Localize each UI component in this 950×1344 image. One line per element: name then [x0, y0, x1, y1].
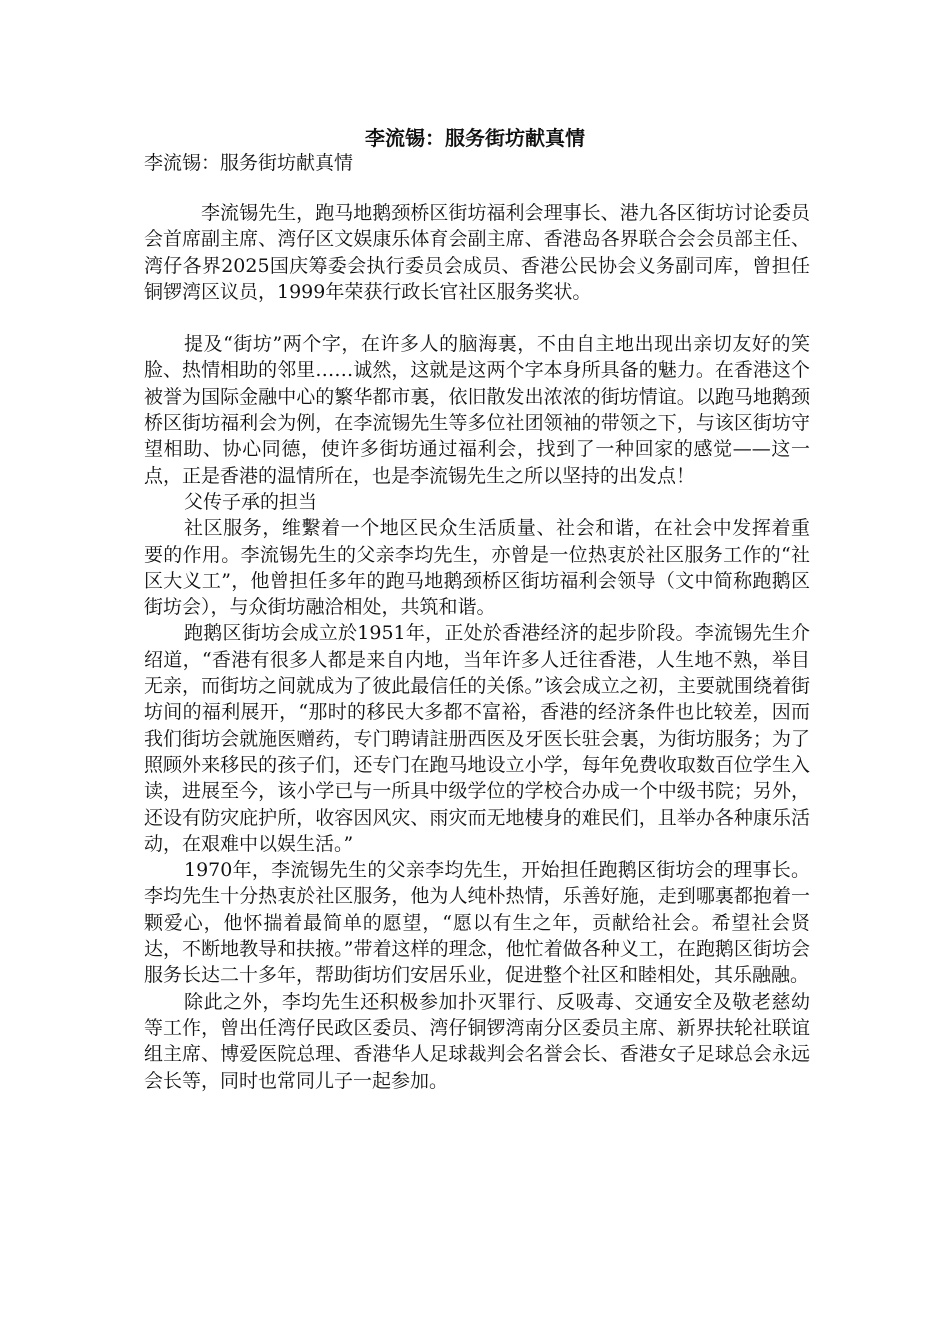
body-paragraph: 1970年，李流锡先生的父亲李均先生，开始担任跑鹅区街坊会的理事长。李均先生十分热衷於社区服务，他为人纯朴热情，乐善好施，走到哪裏都抱着一颗爱心，他怀揣着最简单的愿望，“愿以有生之年，贡献给社会。希望社会贤达，不断地教导和扶掖。”带着这样的理念，他忙着做各种义工，在跑鹅区街坊会服务长达二十多年，帮助街坊们安居乐业，促进整个社区和睦相处，其乐融融。	[144, 859, 810, 987]
article-body	[144, 200, 810, 1094]
document-subtitle: 李流锡：服务街坊献真情	[144, 152, 354, 174]
body-paragraph: 提及“街坊”两个字，在许多人的脑海裏，不由自主地出现出亲切友好的笑脸、热情相助的邻里……诚然，这就是这两个字本身所具备的魅力。在香港这个被誉为国际金融中心的繁华都市裏，依旧散发出浓浓的街坊情谊。以跑马地鹅颈桥区街坊福利会为例，在李流锡先生等多位社团领袖的带领之下，与该区街坊守望相助、协心同德，使许多街坊通过福利会，找到了一种回家的感觉——这一点，正是香港的温情所在，也是李流锡先生之所以坚持的出发点！	[144, 333, 810, 487]
body-paragraph: 除此之外，李均先生还积极参加扑灭罪行、反吸毒、交通安全及敬老慈幼等工作，曾出任湾仔民政区委员、湾仔铜锣湾南分区委员主席、新界扶轮社联谊组主席、博爱医院总理、香港华人足球裁判会名誉会长、香港女子足球总会永远会长等，同时也常同儿子一起参加。	[144, 990, 810, 1092]
document-title: 李流锡：服务街坊献真情	[365, 126, 585, 150]
body-paragraph: 社区服务，维繫着一个地区民众生活质量、社会和谐，在社会中发挥着重要的作用。李流锡先生的父亲李均先生，亦曾是一位热衷於社区服务工作的“社区大义工”，他曾担任多年的跑马地鹅颈桥区街坊福利会领导（文中简称跑鹅区街坊会），与众街坊融洽相处，共筑和谐。	[144, 517, 810, 619]
section-heading: 父传子承的担当	[184, 490, 318, 513]
intro-paragraph: 李流锡先生，跑马地鹅颈桥区街坊福利会理事长、港九各区街坊讨论委员会首席副主席、湾仔区文娱康乐体育会副主席、香港岛各界联合会会员部主任、湾仔各界2025国庆筹委会执行委员会成员、香港公民协会义务副司库，曾担任铜锣湾区议员，1999年荣获行政长官社区服务奖状。	[144, 202, 810, 303]
body-paragraph: 跑鹅区街坊会成立於1951年，正处於香港经济的起步阶段。李流锡先生介绍道，“香港有很多人都是来自内地，当年许多人迁往香港，人生地不熟，举目无亲，而街坊之间就成为了彼此最信任的关係。”该会成立之初，主要就围绕着街坊间的福利展开，“那时的移民大多都不富裕，香港的经济条件也比较差，因而我们街坊会就施医赠药，专门聘请註册西医及牙医长驻会裏，为街坊服务；为了照顾外来移民的孩子们，还专门在跑马地设立小学，每年免费收取数百位学生入读，进展至今，该小学已与一所具中级学位的学校合办成一个中级书院；另外，还设有防灾庇护所，收容因风灾、雨灾而无地棲身的难民们，且举办各种康乐活动，在艰难中以娱生活。”	[144, 622, 810, 855]
paragraph-gap	[144, 305, 810, 331]
